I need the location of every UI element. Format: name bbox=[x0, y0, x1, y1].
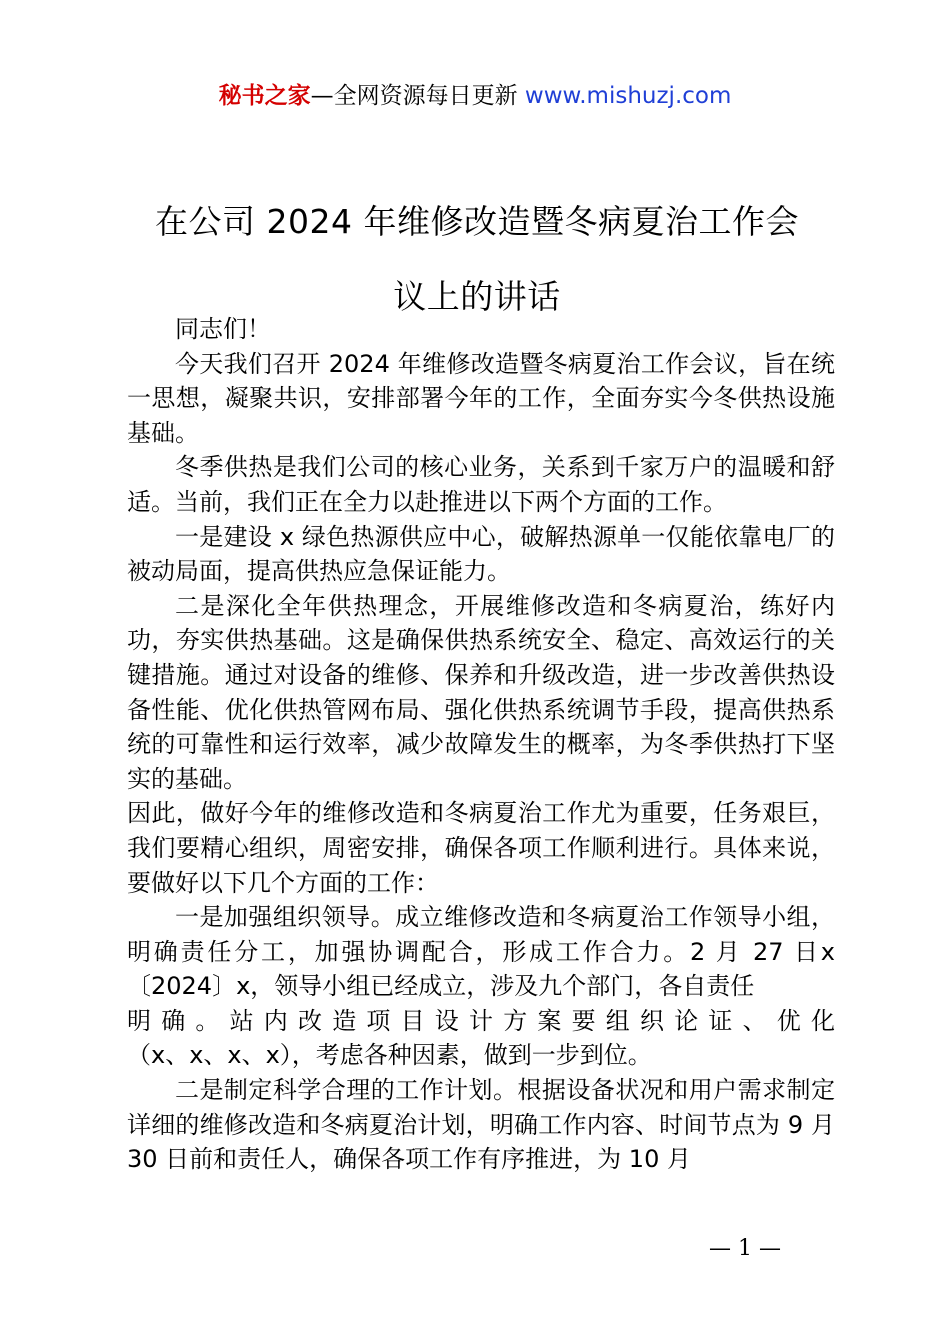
body-paragraph: 因此，做好今年的维修改造和冬病夏治工作尤为重要，任务艰巨，我们要精心组织，周密安排，确保各项工作顺利进行。具体来说，要做好以下几个方面的工作： bbox=[127, 799, 835, 897]
body-paragraph: 一是加强组织领导。成立维修改造和冬病夏治工作领导小组，明确责任分工，加强协调配合，形成工作合力。2 月 27 日x〔2024〕x，领导小组已经成立，涉及九个部门，各自责任 bbox=[127, 903, 835, 1001]
site-brand: 秘书之家 bbox=[218, 83, 311, 109]
site-slogan: —全网资源每日更新 bbox=[310, 83, 518, 109]
body-paragraph: 冬季供热是我们公司的核心业务，关系到千家万户的温暖和舒适。当前，我们正在全力以赴推进以下两个方面的工作。 bbox=[127, 453, 835, 516]
salutation: 同志们！ bbox=[175, 315, 271, 343]
body-paragraph: 二是制定科学合理的工作计划。根据设备状况和用户需求制定详细的维修改造和冬病夏治计划，明确工作内容、时间节点为 9 月 30 日前和责任人，确保各项工作有序推进，为 10 月 bbox=[127, 1076, 835, 1174]
document-body bbox=[127, 312, 835, 1177]
body-paragraph-line: 明确。站内改造项目设计方案要组织论证、优化 bbox=[127, 1006, 835, 1035]
title-line-2: 议上的讲话 bbox=[393, 277, 561, 316]
title-line-1: 在公司 2024 年维修改造暨冬病夏治工作会 bbox=[155, 202, 799, 241]
body-paragraph: 今天我们召开 2024 年维修改造暨冬病夏治工作会议，旨在统一思想，凝聚共识，安排部署今年的工作，全面夯实今冬供热设施基础。 bbox=[127, 349, 835, 447]
page-number: — 1 — bbox=[709, 1236, 781, 1261]
body-paragraph: 一是建设 x 绿色热源供应中心，破解热源单一仅能依靠电厂的被动局面，提高供热应急保证能力。 bbox=[127, 522, 835, 586]
site-url-link[interactable]: www.mishuzj.com bbox=[524, 83, 732, 109]
body-paragraph: 二是深化全年供热理念，开展维修改造和冬病夏治，练好内功，夯实供热基础。这是确保供热系统安全、稳定、高效运行的关键措施。通过对设备的维修、保养和升级改造，进一步改善供热设备性能、优化供热管网布局、强化供热系统调节手段，提高供热系统的可靠性和运行效率，减少故障发生的概率，为冬季供热打下坚实的基础。 bbox=[127, 591, 835, 793]
body-paragraph-line: （x、x、x、x），考虑各种因素，做到一步到位。 bbox=[127, 1041, 652, 1070]
site-header bbox=[0, 80, 950, 112]
